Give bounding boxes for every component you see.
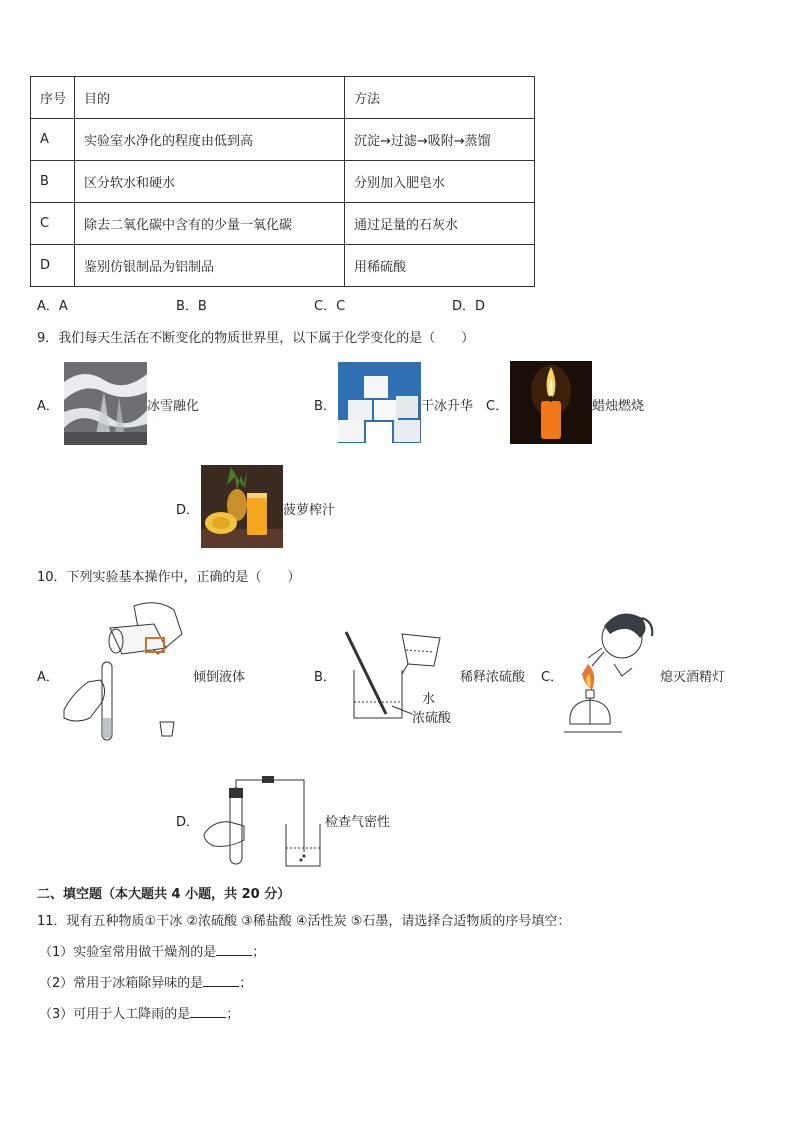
q8-option-a[interactable]: A．A [37,299,68,314]
q10-option-b-caption: 稀释浓硫酸 [460,670,526,685]
q8-option-b[interactable]: B．B [176,299,207,314]
header-cell: 目的 [75,77,345,119]
q10-option-c-letter[interactable]: C． [541,670,564,685]
table-row [31,203,535,245]
q11-item-1 [39,941,265,960]
q9-option-b-letter[interactable]: B． [314,399,336,414]
table-cell: 分别加入肥皂水 [345,161,535,203]
pineapple-juice-photo [201,465,283,548]
q9-option-c-caption: 蜡烛燃烧 [592,399,645,414]
airtightness-check-illustration [202,776,326,868]
q10-option-d-caption: 检查气密性 [325,815,391,830]
table-cell: 实验室水净化的程度由低到高 [75,119,345,161]
table-cell: 用稀硫酸 [345,245,535,287]
q9-stem: 9．我们每天生活在不断变化的物质世界里，以下属于化学变化的是（ ） [37,331,475,346]
q9-option-d-letter[interactable]: D． [176,503,200,518]
q10-option-c-caption: 熄灭酒精灯 [660,670,726,685]
q11-item-3-text: （3）可用于人工降雨的是 [39,1007,191,1022]
table-cell: 区分软水和硬水 [75,161,345,203]
q11-item-1-suffix: ； [252,945,266,960]
q11-stem: 11．现有五种物质①干冰 ②浓硫酸 ③稀盐酸 ④活性炭 ⑤石墨，请选择合适物质的序号填空： [37,914,571,929]
q11-item-2-suffix: ； [239,976,253,991]
header-cell: 方法 [345,77,535,119]
table-row [31,161,535,203]
q9-option-c-letter[interactable]: C． [486,399,509,414]
q10-option-a-letter[interactable]: A． [37,670,59,685]
q9-option-d-caption: 菠萝榨汁 [283,503,336,518]
q9-option-b-caption: 干冰升华 [421,399,474,414]
q8-option-c[interactable]: C．C [314,299,346,314]
q9-option-a-caption: 冰雪融化 [147,399,200,414]
pour-liquid-illustration [62,598,184,744]
table-cell: C [31,203,75,245]
answer-blank[interactable] [216,943,252,956]
blow-out-lamp-illustration [562,604,658,742]
burning-candle-photo [510,361,592,444]
q10-option-d-letter[interactable]: D． [176,815,200,830]
table-row [31,119,535,161]
q8-option-d[interactable]: D．D [452,299,486,314]
header-cell: 序号 [31,77,75,119]
q8-table [30,76,535,287]
table-cell: D [31,245,75,287]
label-concentrated-acid: 浓硫酸 [412,711,452,726]
section-heading: 二、填空题（本大题共 4 小题，共 20 分） [37,887,291,902]
table-header-row [31,77,535,119]
table-cell: 通过足量的石灰水 [345,203,535,245]
table-cell: A [31,119,75,161]
table-cell: 鉴别仿银制品为铝制品 [75,245,345,287]
q11-item-2 [39,972,252,991]
q9-option-a-letter[interactable]: A． [37,399,59,414]
q11-item-3 [39,1003,239,1022]
table-row [31,245,535,287]
q10-stem: 10．下列实验基本操作中，正确的是（ ） [37,570,301,585]
q10-option-a-caption: 倾倒液体 [193,670,246,685]
q11-item-1-text: （1）实验室常用做干燥剂的是 [39,945,217,960]
table-cell: 除去二氧化碳中含有的少量一氧化碳 [75,203,345,245]
q10-option-b-letter[interactable]: B． [314,670,336,685]
q11-item-2-text: （2）常用于冰箱除异味的是 [39,976,204,991]
snow-melting-photo [64,362,147,445]
table-cell: B [31,161,75,203]
dry-ice-photo [338,362,421,443]
label-water: 水 [422,692,436,707]
table-cell: 沉淀→过滤→吸附→蒸馏 [345,119,535,161]
q11-item-3-suffix: ； [226,1007,240,1022]
answer-blank[interactable] [203,974,239,987]
answer-blank[interactable] [190,1005,226,1018]
